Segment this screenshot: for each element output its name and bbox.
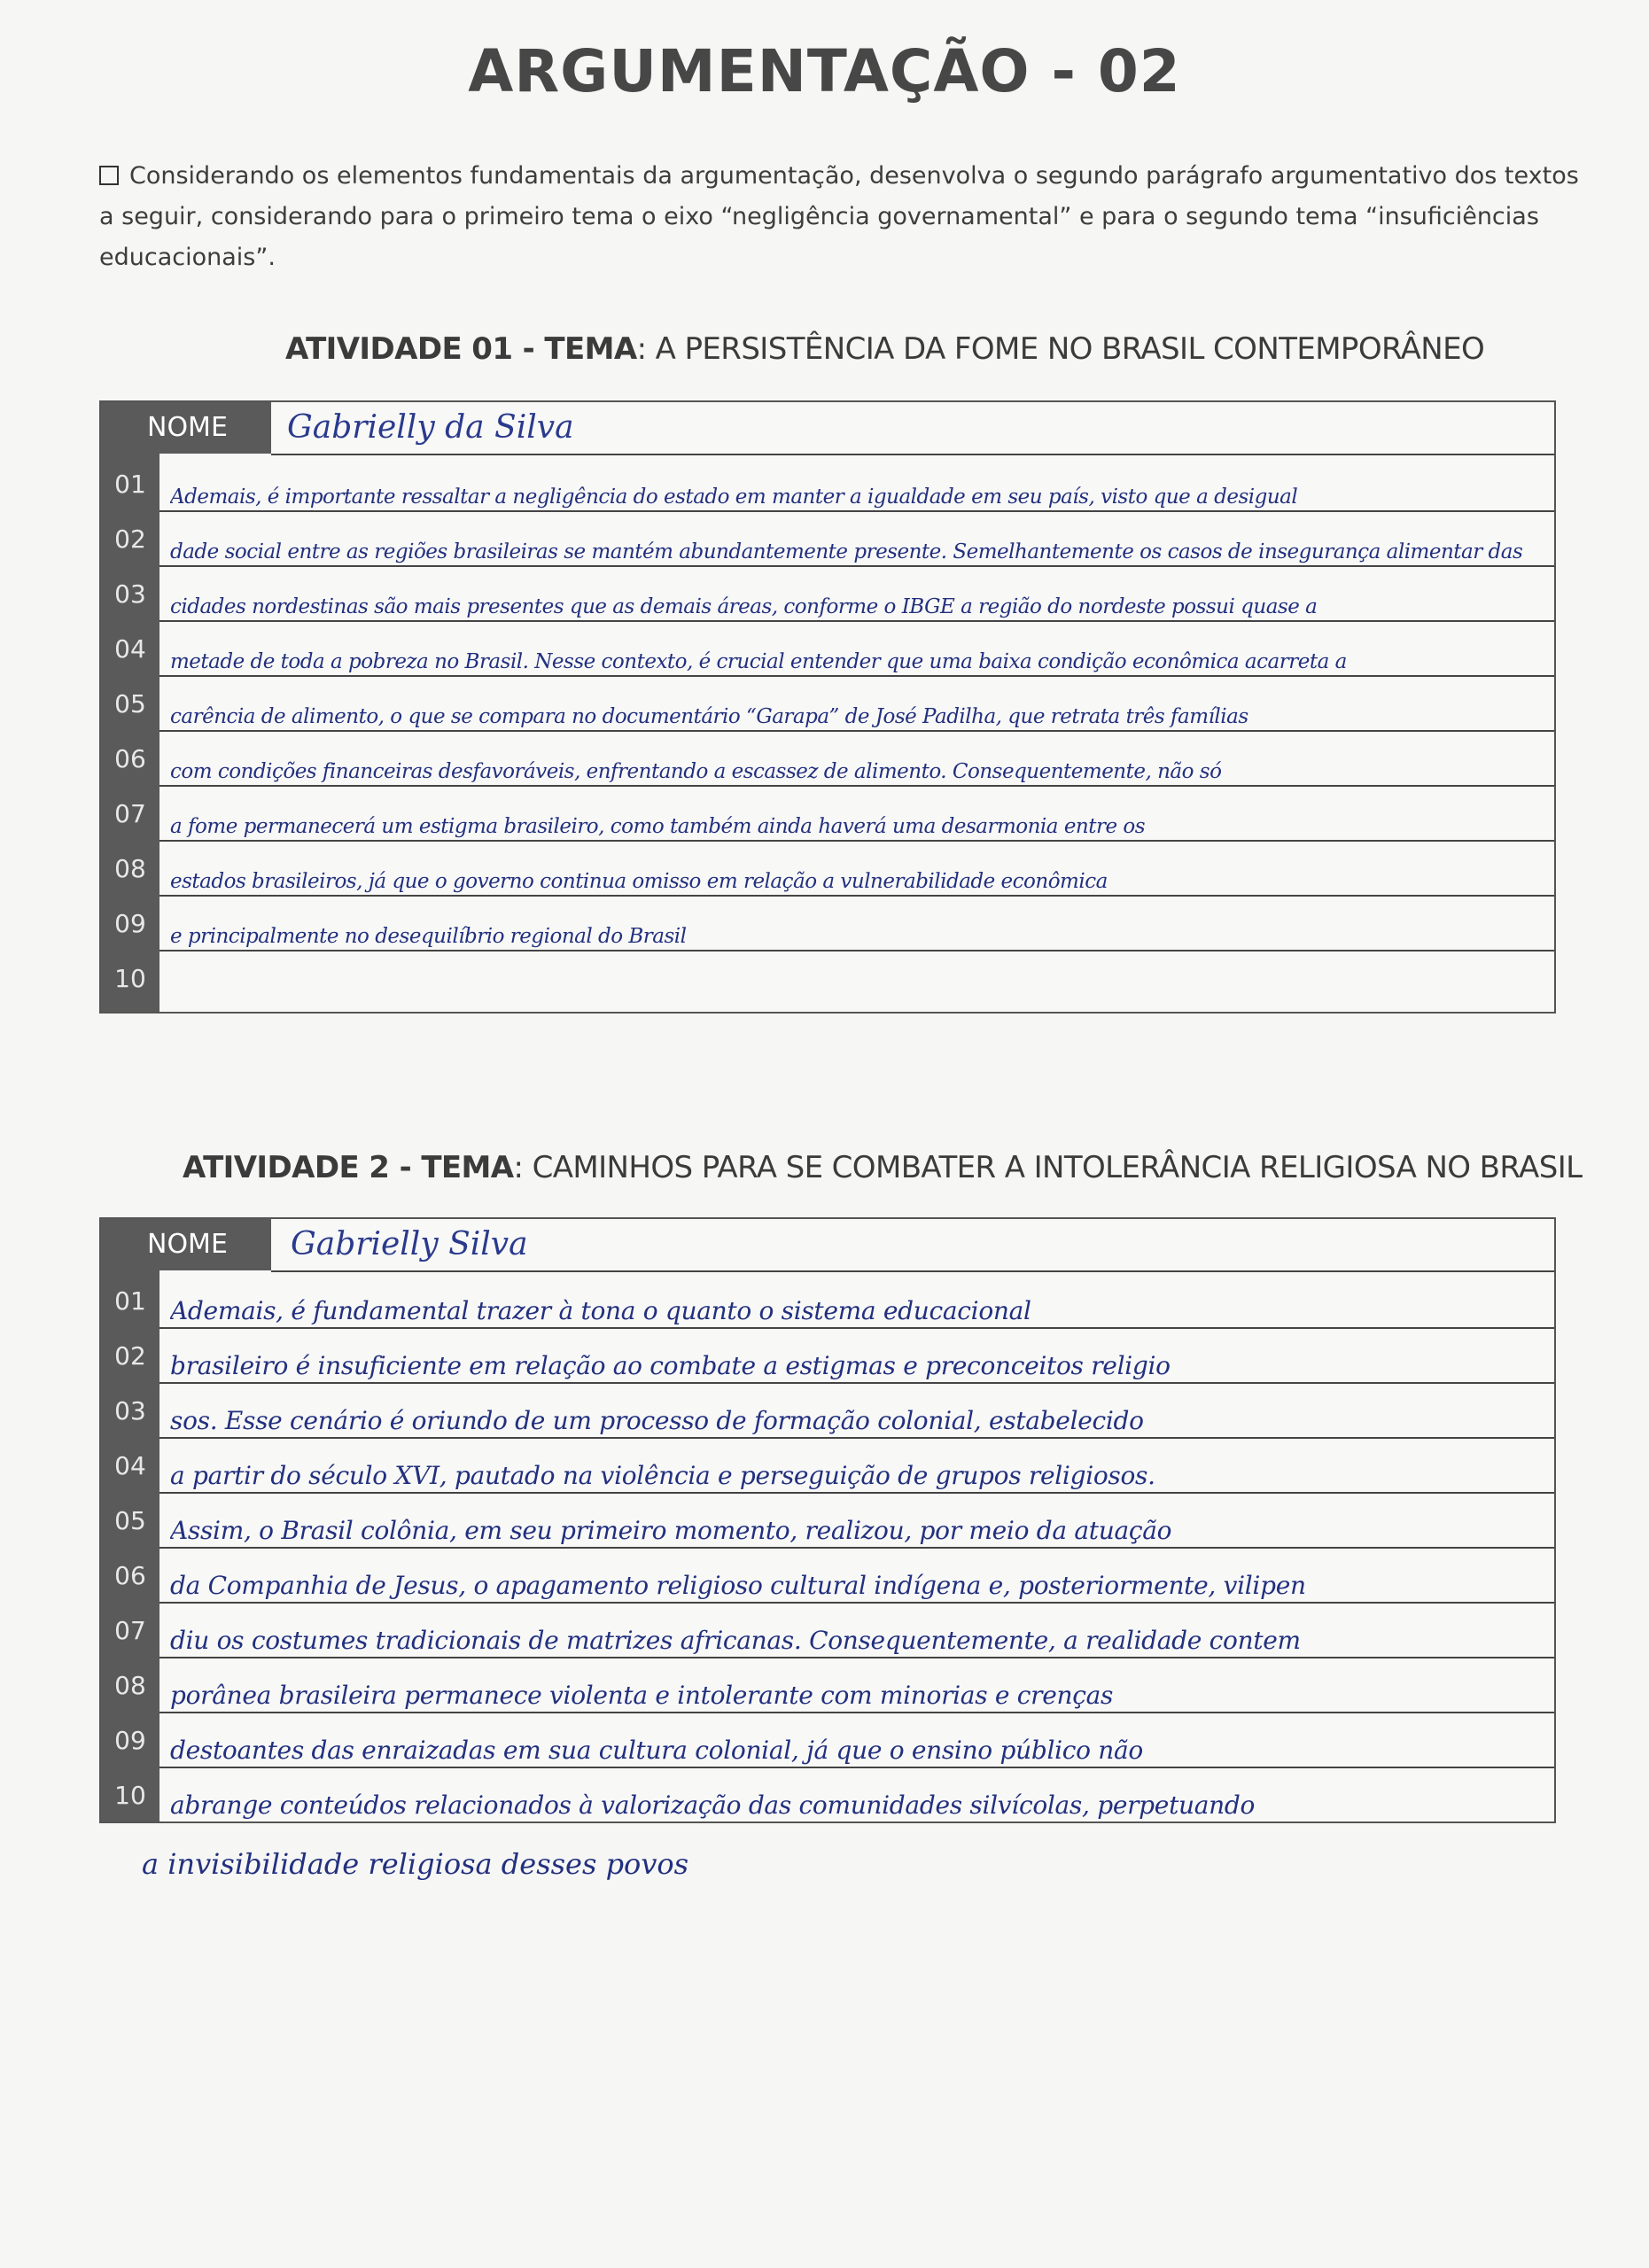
writing-line[interactable] — [101, 1439, 1554, 1494]
instructions — [99, 156, 1579, 278]
writing-line[interactable] — [101, 567, 1554, 622]
name-underline — [271, 1270, 1554, 1272]
writing-line[interactable] — [101, 732, 1554, 787]
handwritten-text: diu os costumes tradicionais de matrizes africanas. Consequentemente, a realidade contem — [170, 1626, 1301, 1655]
writing-line[interactable] — [101, 1604, 1554, 1658]
activity-2-theme: : CAMINHOS PARA SE COMBATER A INTOLERÂNCIA RELIGIOSA NO BRASIL — [513, 1150, 1583, 1185]
line-number: 01 — [114, 1286, 146, 1316]
line-number: 05 — [114, 689, 146, 718]
writing-line[interactable] — [101, 1549, 1554, 1604]
activity-1-form — [99, 400, 1556, 1014]
activity-1-title — [285, 331, 1484, 367]
handwritten-text: dade social entre as regiões brasileiras se mantém abundantemente presente. Semelhantemente os casos de insegurança alimentar das — [170, 540, 1523, 563]
writing-line[interactable] — [101, 512, 1554, 567]
handwritten-text: estados brasileiros, já que o governo continua omisso em relação a vulnerabilidade econômica — [170, 870, 1108, 893]
handwritten-text: e principalmente no desequilíbrio regional do Brasil — [170, 925, 687, 948]
writing-line[interactable] — [101, 1384, 1554, 1439]
name-label: NOME — [101, 402, 271, 454]
handwritten-text: carência de alimento, o que se compara no documentário “Garapa” de José Padilha, que retrata três famílias — [170, 705, 1248, 728]
line-number: 10 — [114, 964, 146, 993]
activity-2-label: ATIVIDADE 2 - TEMA — [183, 1150, 514, 1185]
handwritten-text: abrange conteúdos relacionados à valorização das comunidades silvícolas, perpetuando — [170, 1790, 1256, 1820]
line-number: 09 — [114, 909, 146, 938]
line-number: 07 — [114, 1616, 146, 1645]
writing-line[interactable] — [101, 457, 1554, 512]
name-field[interactable]: Gabrielly da Silva — [287, 409, 574, 446]
checkbox-icon[interactable] — [99, 166, 119, 185]
activity-1-label: ATIVIDADE 01 - TEMA — [285, 331, 637, 367]
line-number: 05 — [114, 1506, 146, 1535]
handwritten-text: com condições financeiras desfavoráveis, enfrentando a escassez de alimento. Consequentemente, não só — [170, 760, 1222, 783]
line-number: 07 — [114, 799, 146, 828]
writing-line[interactable] — [101, 1329, 1554, 1384]
line-number: 10 — [114, 1781, 146, 1810]
activity-2-form — [99, 1217, 1556, 1823]
handwritten-text: a partir do século XVI, pautado na violência e perseguição de grupos religiosos. — [170, 1461, 1155, 1490]
name-field[interactable]: Gabrielly Silva — [291, 1226, 528, 1262]
writing-line[interactable] — [101, 1494, 1554, 1549]
line-number: 06 — [114, 1561, 146, 1590]
writing-line[interactable] — [101, 677, 1554, 732]
line-number: 04 — [114, 634, 146, 664]
line-number: 06 — [114, 744, 146, 773]
handwritten-text: brasileiro é insuficiente em relação ao combate a estigmas e preconceitos religio — [170, 1351, 1171, 1380]
handwritten-text: Ademais, é importante ressaltar a negligência do estado em manter a igualdade em seu país, visto que a desigual — [170, 485, 1298, 509]
handwritten-text: Ademais, é fundamental trazer à tona o quanto o sistema educacional — [170, 1296, 1031, 1325]
handwritten-text: Assim, o Brasil colônia, em seu primeiro momento, realizou, por meio da atuação — [170, 1516, 1172, 1545]
activity-2-title — [183, 1150, 1582, 1185]
line-number: 03 — [114, 579, 146, 609]
handwritten-text: metade de toda a pobreza no Brasil. Nesse contexto, é crucial entender que uma baixa condição econômica acarreta a — [170, 650, 1347, 673]
writing-line[interactable] — [101, 1713, 1554, 1768]
writing-line[interactable] — [101, 897, 1554, 951]
handwritten-text: cidades nordestinas são mais presentes que as demais áreas, conforme o IBGE a região do nordeste possui quase a — [170, 595, 1318, 618]
line-number: 08 — [114, 854, 146, 883]
name-label: NOME — [101, 1219, 271, 1270]
line-number: 08 — [114, 1671, 146, 1700]
line-number: 03 — [114, 1396, 146, 1425]
writing-line[interactable] — [101, 842, 1554, 897]
line-number: 02 — [114, 524, 146, 554]
writing-line[interactable] — [101, 787, 1554, 842]
line-number: 04 — [114, 1451, 146, 1480]
line-number: 09 — [114, 1726, 146, 1755]
writing-line[interactable] — [101, 1274, 1554, 1329]
line-number: 02 — [114, 1341, 146, 1371]
line-number: 01 — [114, 470, 146, 499]
handwritten-text: a fome permanecerá um estigma brasileiro, como também ainda haverá uma desarmonia entre os — [170, 815, 1146, 838]
writing-line[interactable] — [101, 622, 1554, 677]
handwritten-text: sos. Esse cenário é oriundo de um processo de formação colonial, estabelecido — [170, 1406, 1144, 1435]
writing-line[interactable] — [101, 951, 1554, 1006]
handwritten-text: destoantes das enraizadas em sua cultura colonial, já que o ensino público não — [170, 1736, 1143, 1765]
activity-1-theme: : A PERSISTÊNCIA DA FOME NO BRASIL CONTEMPORÂNEO — [636, 331, 1485, 367]
handwritten-text: da Companhia de Jesus, o apagamento religioso cultural indígena e, posteriormente, vilipen — [170, 1571, 1306, 1600]
name-underline — [271, 454, 1554, 455]
handwritten-text: porânea brasileira permanece violenta e intolerante com minorias e crenças — [170, 1681, 1114, 1710]
handwritten-continuation: a invisibilidade religiosa desses povos — [142, 1847, 689, 1881]
writing-line[interactable] — [101, 1768, 1554, 1823]
writing-line[interactable] — [101, 1658, 1554, 1713]
instructions-text: Considerando os elementos fundamentais da argumentação, desenvolva o segundo parágrafo argumentativo dos textos a seguir, considerando para o primeiro tema o eixo “negligência governamental” e para o segundo tema “insuficiências educacionais”. — [99, 162, 1579, 271]
page-title: ARGUMENTAÇÃO - 02 — [468, 37, 1181, 105]
